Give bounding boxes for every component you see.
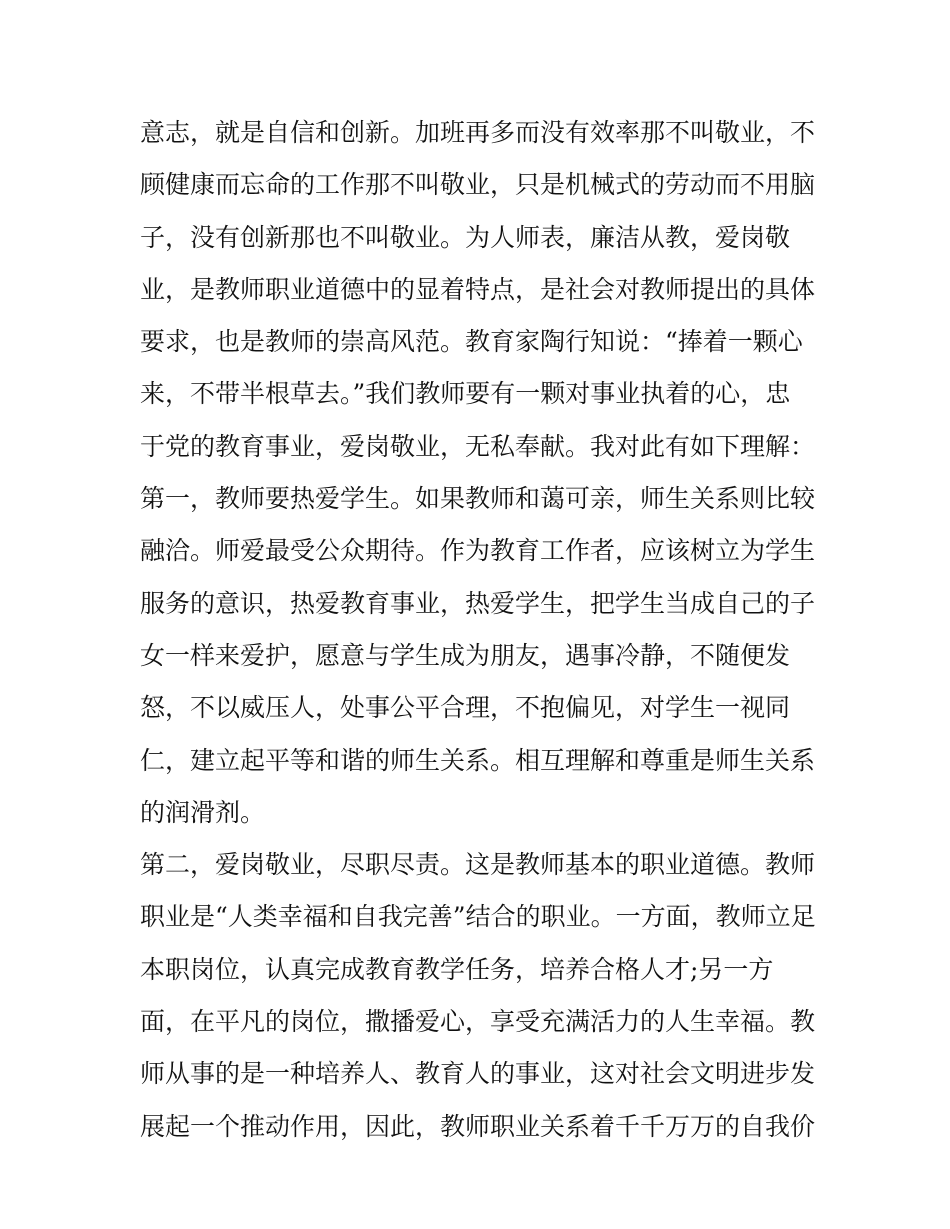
text-line-17: 本职岗位，认真完成教育教学任务，培养合格人才;另一方: [140, 954, 774, 984]
text-line-16: 职业是“人类幸福和自我完善”结合的职业。一方面，教师立足: [140, 902, 816, 932]
text-line-9: 融洽。师爱最受公众期待。作为教育工作者，应该树立为学生: [140, 536, 816, 566]
text-line-4: 业，是教师职业道德中的显着特点，是社会对教师提出的具体: [140, 274, 816, 304]
text-line-7: 于党的教育事业，爱岗敬业，无私奉献。我对此有如下理解：: [140, 431, 816, 461]
text-line-3: 子，没有创新那也不叫敬业。为人师表，廉洁从教，爱岗敬: [140, 222, 791, 252]
text-line-11: 女一样来爱护，愿意与学生成为朋友，遇事冷静，不随便发: [140, 640, 791, 670]
text-line-1: 意志，就是自信和创新。加班再多而没有效率那不叫敬业，不: [140, 118, 816, 147]
text-line-13: 仁，建立起平等和谐的师生关系。相互理解和尊重是师生关系: [140, 745, 816, 775]
text-line-12: 怒，不以威压人，处事公平合理，不抱偏见，对学生一视同: [140, 693, 791, 723]
text-line-10: 服务的意识，热爱教育事业，热爱学生，把学生当成自己的子: [140, 588, 816, 618]
text-line-6: 来，不带半根草去。”我们教师要有一颗对事业执着的心，忠: [140, 379, 791, 409]
text-line-2: 顾健康而忘命的工作那不叫敬业，只是机械式的劳动而不用脑: [140, 170, 816, 200]
text-line-18: 面，在平凡的岗位，撒播爱心，享受充满活力的人生幸福。教: [140, 1007, 816, 1037]
text-line-5: 要求，也是教师的崇高风范。教育家陶行知说：“捧着一颗心: [140, 327, 803, 357]
text-line-20: 展起一个推动作用，因此，教师职业关系着千千万万的自我价: [140, 1111, 816, 1141]
body-text: [140, 107, 820, 1153]
text-line-14: 的润滑剂。: [140, 797, 266, 827]
text-line-8: 第一，教师要热爱学生。如果教师和蔼可亲，师生关系则比较: [140, 484, 816, 514]
text-line-15: 第二，爱岗敬业，尽职尽责。这是教师基本的职业道德。教师: [140, 850, 816, 880]
text-line-19: 师从事的是一种培养人、教育人的事业，这对社会文明进步发: [140, 1059, 816, 1089]
